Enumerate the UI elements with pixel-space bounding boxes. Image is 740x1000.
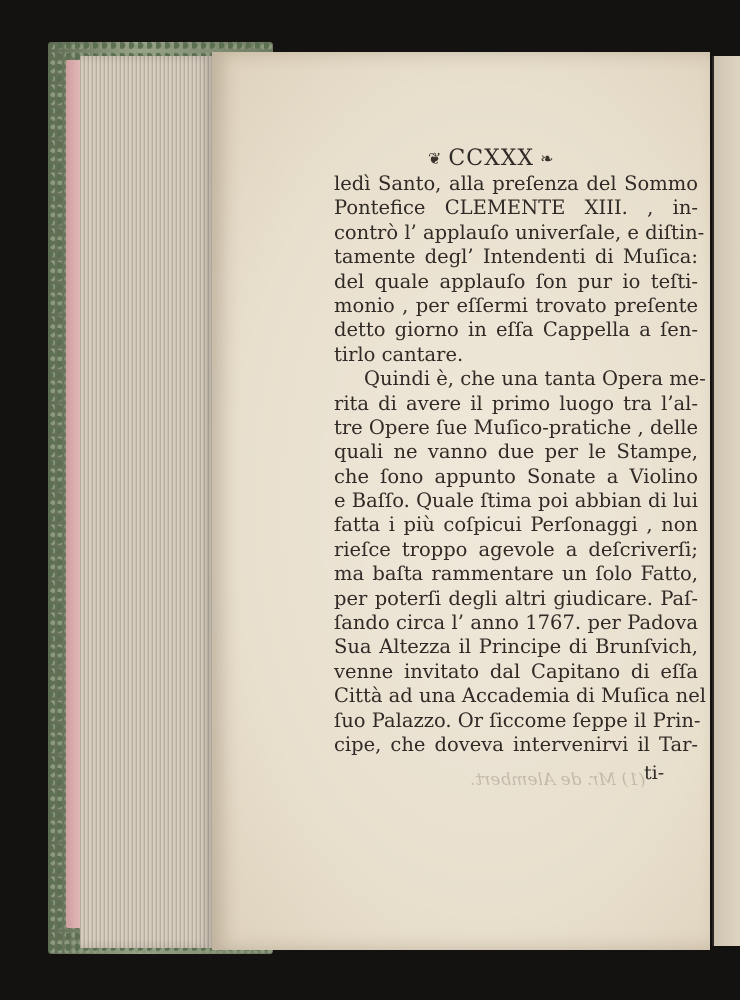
text-line: Quindi è, che una tanta Opera me- — [364, 367, 706, 391]
text-line: venne invitato dal Capitano di eſſa — [334, 659, 698, 683]
text-line: rieſce troppo agevole a deſcriverſi; — [334, 537, 698, 561]
text-line: quali ne vanno due per le Stampe, — [334, 440, 698, 464]
catchword: ti- — [644, 762, 665, 784]
page-edges — [80, 56, 212, 948]
text-line: monio , per eſſermi trovato preſente — [334, 293, 698, 317]
text-line: Sua Altezza il Principe di Brunſvich, — [334, 635, 698, 659]
page-number: CCXXX — [448, 146, 535, 171]
text-line: tre Opere ſue Muſico-pratiche , delle — [334, 415, 698, 439]
text-line: Città ad una Accademia di Muſica nel — [334, 684, 707, 708]
text-line: rita di avere il primo luogo tra l’al- — [334, 391, 698, 415]
bleed-through-text: (1) Mr. de Alembert. — [470, 770, 646, 790]
text-line: ſando circa l’ anno 1767. per Padova — [334, 611, 698, 635]
body-text — [334, 172, 707, 757]
text-line: fatta i più coſpicui Perſonaggi , non — [334, 513, 698, 537]
text-line: che ſono appunto Sonate a Violino — [334, 464, 698, 488]
text-line: tamente degl’ Intendenti di Muſica: — [334, 245, 698, 269]
text-line: contrò l’ applauſo univerſale, e diſtin- — [334, 220, 705, 244]
text-line: e Baſſo. Quale ſtima poi abbian di lui — [334, 489, 698, 513]
text-line: ſuo Palazzo. Or ſiccome ſeppe il Prin- — [334, 708, 701, 732]
facing-page-edge — [712, 56, 740, 946]
text-line: cipe, che doveva intervenirvi il Tar- — [334, 732, 698, 756]
text-line: detto giorno in eſſa Cappella a ſen- — [334, 318, 698, 342]
page-header — [428, 146, 608, 171]
left-ornament-icon: ❦ — [428, 149, 443, 168]
right-ornament-icon: ❧ — [540, 149, 555, 168]
text-line: tirlo cantare. — [334, 342, 464, 366]
text-line: del quale applauſo ſon pur io teſti- — [334, 269, 698, 293]
text-line: ma baſta rammentare un ſolo Fatto, — [334, 562, 698, 586]
text-line: Pontefice CLEMENTE XIII. , in- — [334, 196, 698, 220]
text-line: ledì Santo, alla preſenza del Sommo — [334, 172, 698, 195]
text-line: per poterſi degli altri giudicare. Paſ- — [334, 586, 698, 610]
